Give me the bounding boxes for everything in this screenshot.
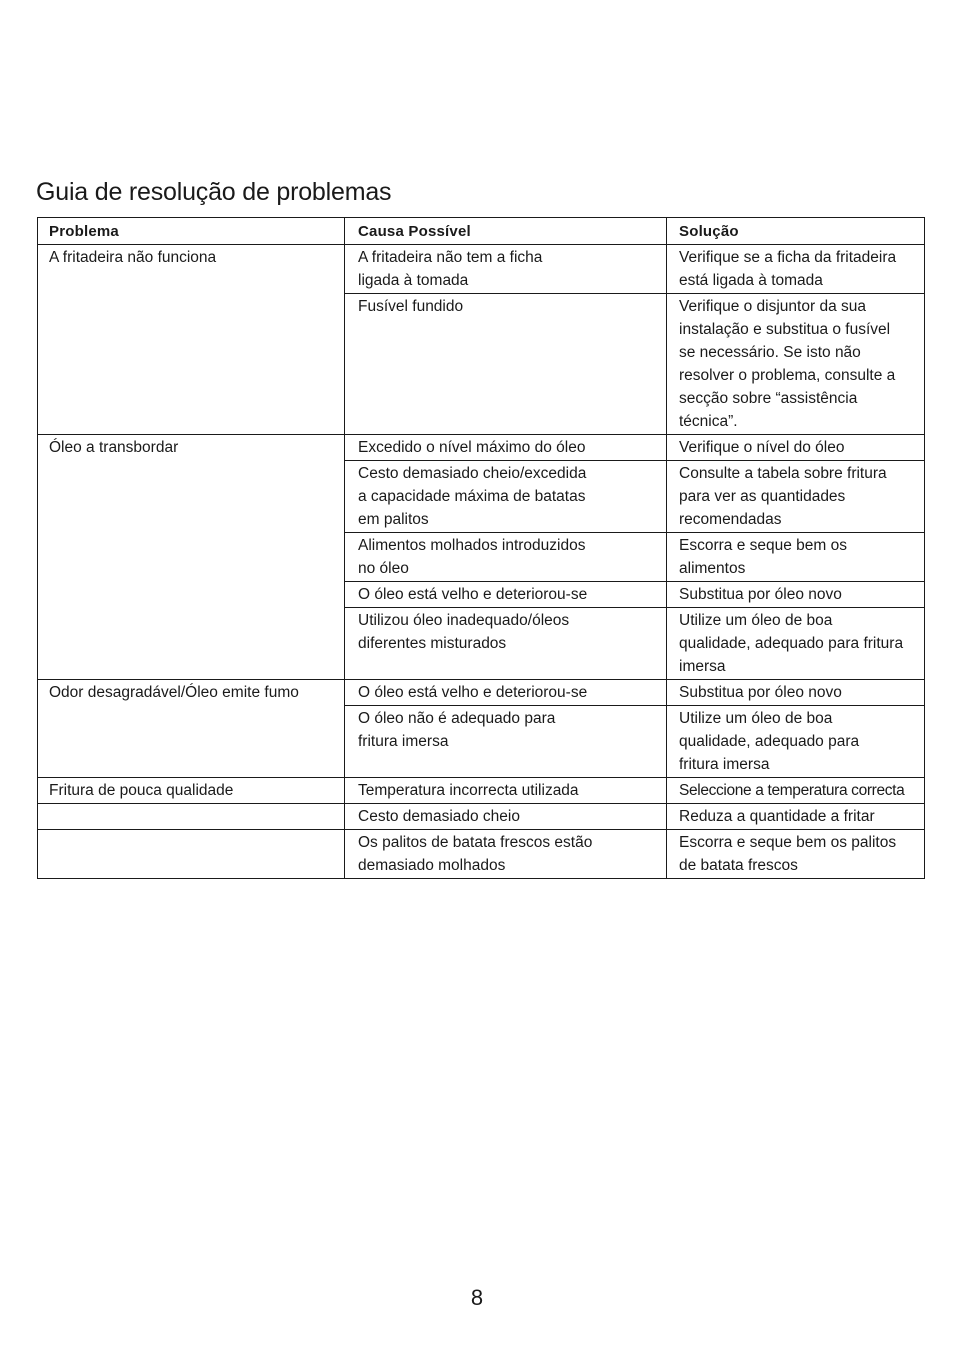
cause-cell: Alimentos molhados introduzidos no óleo xyxy=(345,533,667,582)
solution-cell: Verifique se a ficha da fritadeira está ligada à tomada xyxy=(667,245,925,294)
cause-cell: Cesto demasiado cheio/excedida a capacidade máxima de batatas em palitos xyxy=(345,461,667,533)
problem-cell: A fritadeira não funciona xyxy=(38,245,345,435)
cause-cell: O óleo está velho e deteriorou-se xyxy=(345,582,667,608)
troubleshooting-table xyxy=(37,217,925,879)
cause-cell: Utilizou óleo inadequado/óleos diferentes misturados xyxy=(345,608,667,680)
solution-cell: Substitua por óleo novo xyxy=(667,582,925,608)
header-cause: Causa Possível xyxy=(345,218,667,245)
cause-cell: Os palitos de batata frescos estão demasiado molhados xyxy=(345,830,667,879)
table-row xyxy=(38,778,925,804)
solution-cell: Verifique o disjuntor da sua instalação e substitua o fusível se necessário. Se isto não resolver o problema, consulte a secção sobre “assistência técnica”. xyxy=(667,294,925,435)
solution-cell: Escorra e seque bem os alimentos xyxy=(667,533,925,582)
problem-cell: Óleo a transbordar xyxy=(38,435,345,680)
problem-cell: Fritura de pouca qualidade xyxy=(38,778,345,804)
cause-cell: Temperatura incorrecta utilizada xyxy=(345,778,667,804)
problem-cell xyxy=(38,804,345,830)
table-row xyxy=(38,245,925,294)
header-solution: Solução xyxy=(667,218,925,245)
table-header-row xyxy=(38,218,925,245)
cause-cell: Cesto demasiado cheio xyxy=(345,804,667,830)
table-row xyxy=(38,680,925,706)
cause-cell: Excedido o nível máximo do óleo xyxy=(345,435,667,461)
solution-cell: Verifique o nível do óleo xyxy=(667,435,925,461)
solution-cell: Utilize um óleo de boa qualidade, adequado para fritura imersa xyxy=(667,608,925,680)
solution-cell: Utilize um óleo de boa qualidade, adequado para fritura imersa xyxy=(667,706,925,778)
page-title: Guia de resolução de problemas xyxy=(36,178,392,206)
problem-cell: Odor desagradável/Óleo emite fumo xyxy=(38,680,345,778)
cause-cell: O óleo está velho e deteriorou-se xyxy=(345,680,667,706)
header-problem: Problema xyxy=(38,218,345,245)
solution-cell: Consulte a tabela sobre fritura para ver as quantidades recomendadas xyxy=(667,461,925,533)
solution-cell: Seleccione a temperatura correcta xyxy=(667,778,925,804)
problem-cell xyxy=(38,830,345,879)
table-row xyxy=(38,804,925,830)
table-row xyxy=(38,830,925,879)
table-row xyxy=(38,435,925,461)
solution-cell: Escorra e seque bem os palitos de batata frescos xyxy=(667,830,925,879)
cause-cell: A fritadeira não tem a ficha ligada à tomada xyxy=(345,245,667,294)
cause-cell: Fusível fundido xyxy=(345,294,667,435)
solution-cell: Substitua por óleo novo xyxy=(667,680,925,706)
page-number: 8 xyxy=(470,1285,484,1310)
cause-cell: O óleo não é adequado para fritura imersa xyxy=(345,706,667,778)
solution-cell: Reduza a quantidade a fritar xyxy=(667,804,925,830)
